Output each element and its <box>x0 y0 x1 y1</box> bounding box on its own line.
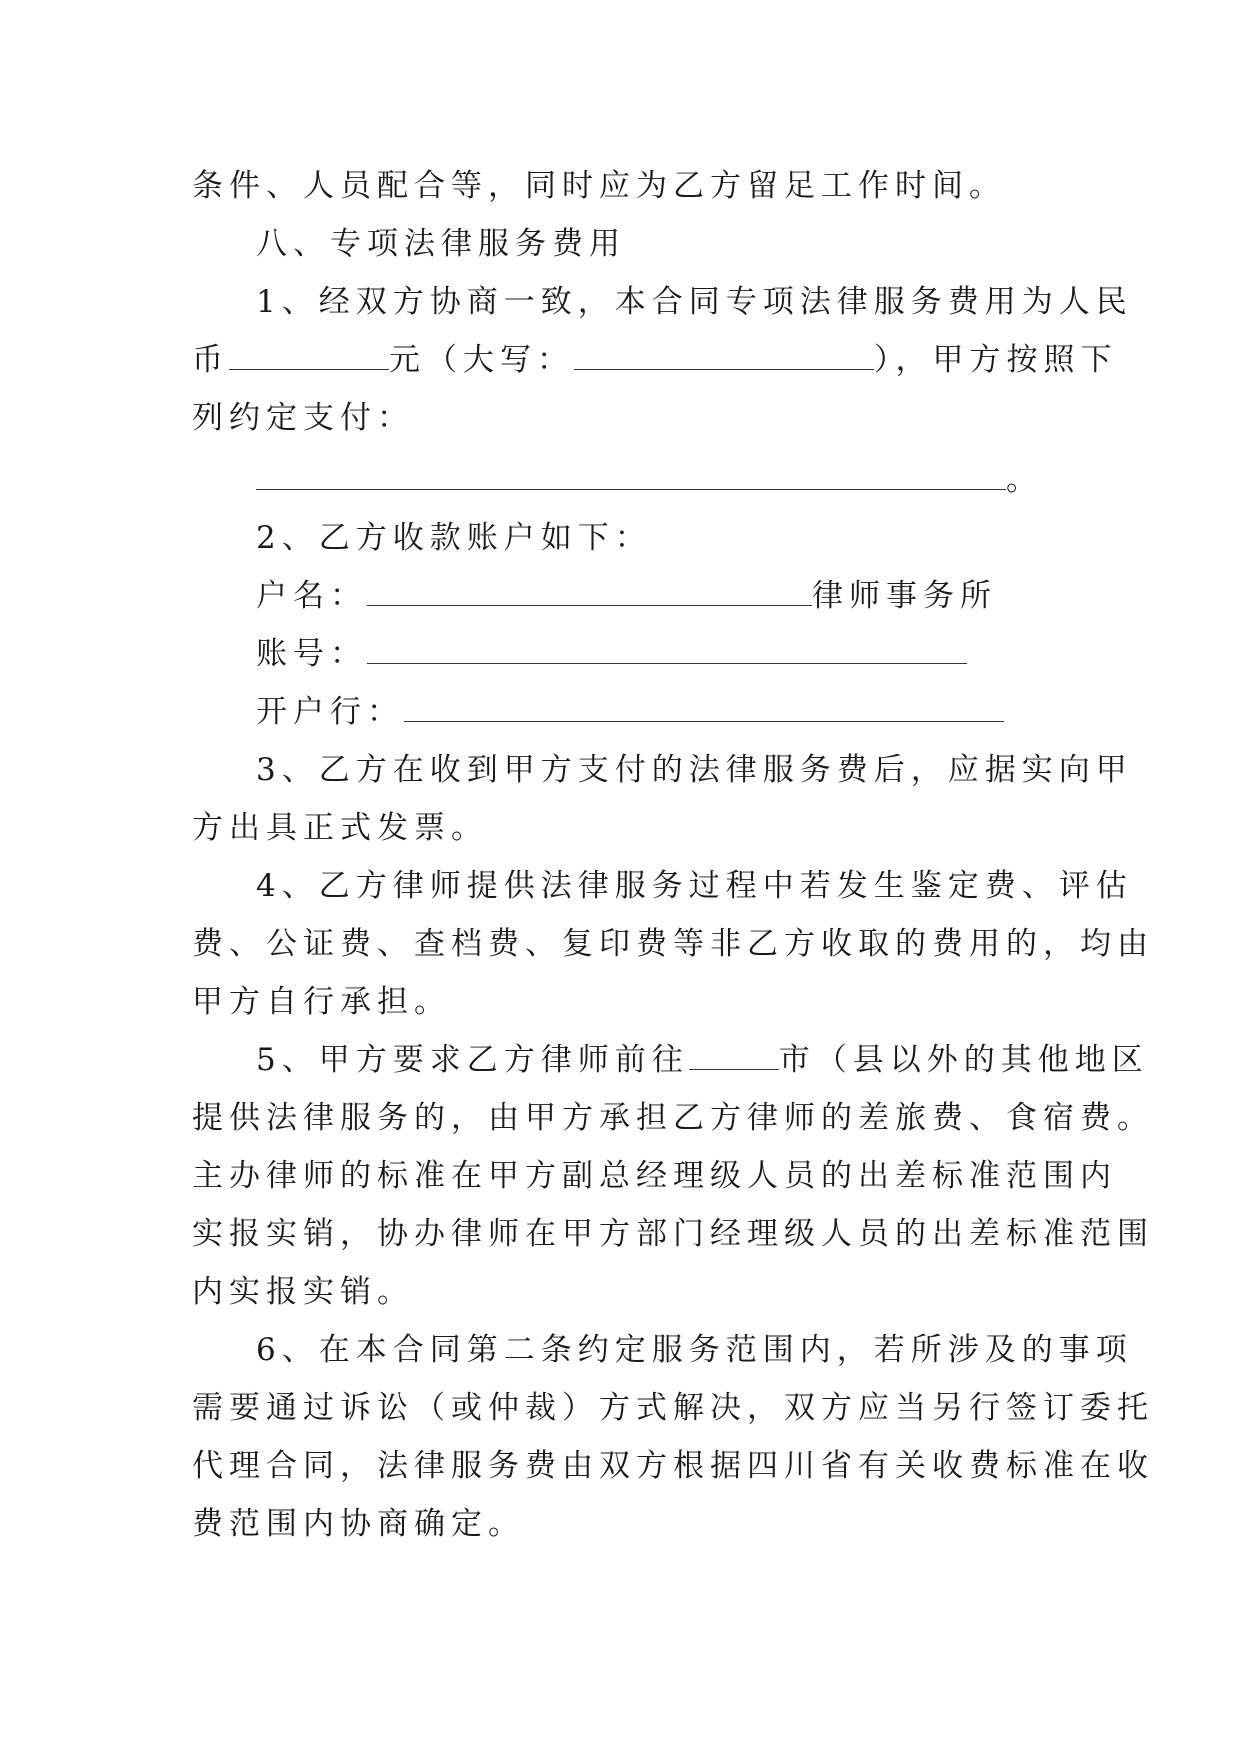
text-line: 实报实销，协办律师在甲方部门经理级人员的出差标准范围 <box>192 1216 1154 1252</box>
text-fragment: 币 <box>192 342 229 378</box>
bank-line <box>256 692 1004 732</box>
text-line: 内实报实销。 <box>192 1274 414 1310</box>
payment-terms-blank <box>256 463 1006 490</box>
account-name-blank <box>367 579 812 606</box>
account-name-label: 户名： <box>256 578 367 614</box>
text-fragment: 元（大写： <box>389 342 574 378</box>
text-line: 方出具正式发票。 <box>192 810 488 846</box>
text-fragment: 律师事务所 <box>812 578 997 614</box>
text-line: 列约定支付： <box>192 400 414 436</box>
text-line: 4、乙方律师提供法律服务过程中若发生鉴定费、评估 <box>256 868 1133 904</box>
section-heading: 八、专项法律服务费用 <box>256 226 626 262</box>
account-name-line <box>256 576 997 616</box>
text-line: 费范围内协商确定。 <box>192 1506 525 1542</box>
text-fragment: 。 <box>1006 462 1043 498</box>
text-line: 代理合同，法律服务费由双方根据四川省有关收费标准在收 <box>192 1448 1154 1484</box>
text-line: 2、乙方收款账户如下： <box>256 520 652 556</box>
text-line: 条件、人员配合等，同时应为乙方留足工作时间。 <box>192 168 1006 204</box>
text-line: 6、在本合同第二条约定服务范围内，若所涉及的事项 <box>256 1332 1133 1368</box>
text-line <box>192 340 1118 380</box>
account-number-blank <box>367 637 967 664</box>
text-line: 1、经双方协商一致，本合同专项法律服务费用为人民 <box>256 284 1133 320</box>
text-line: 需要通过诉讼（或仲裁）方式解决，双方应当另行签订委托 <box>192 1390 1154 1426</box>
text-fragment: ），甲方按照下 <box>874 342 1118 378</box>
text-fragment: 市（县以外的其他地区 <box>778 1042 1149 1078</box>
bank-label: 开户行： <box>256 694 404 730</box>
text-line: 主办律师的标准在甲方副总经理级人员的出差标准范围内 <box>192 1158 1117 1194</box>
text-line <box>256 1040 1149 1080</box>
text-line: 3、乙方在收到甲方支付的法律服务费后，应据实向甲 <box>256 752 1133 788</box>
text-line: 费、公证费、查档费、复印费等非乙方收取的费用的，均由 <box>192 926 1154 962</box>
text-line <box>256 460 1043 500</box>
text-fragment: 5、甲方要求乙方律师前往 <box>256 1042 689 1078</box>
account-number-line <box>256 634 967 674</box>
amount-blank <box>229 343 389 370</box>
city-blank <box>689 1043 779 1070</box>
bank-blank <box>404 695 1004 722</box>
text-line: 甲方自行承担。 <box>192 984 451 1020</box>
text-line: 提供法律服务的，由甲方承担乙方律师的差旅费、食宿费。 <box>192 1100 1154 1136</box>
account-number-label: 账号： <box>256 636 367 672</box>
amount-words-blank <box>574 343 874 370</box>
